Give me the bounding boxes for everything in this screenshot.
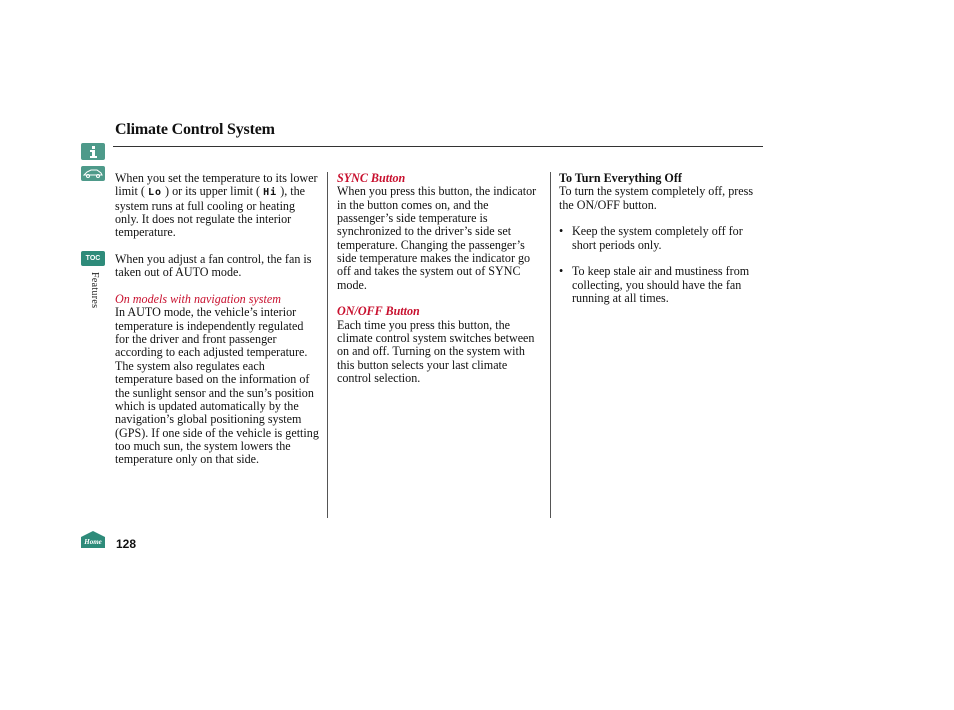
auto-mode-paragraph: In AUTO mode, the vehicle’s interior temperature is independently regulated for the driver and front passenger according to each adjusted temperature. The system also regulates each temperature based on the information of the sunlight sensor and the sun’s position which is updated automatically by the navigation’s global positioning system (GPS). If one side of the vehicle is getting too much sun, the system lowers the temperature only on that side. — [115, 305, 319, 467]
column-3 — [559, 172, 759, 305]
title-rule — [113, 146, 763, 147]
bullet-icon: • — [559, 224, 564, 239]
bullet-icon: • — [559, 264, 564, 279]
car-icon[interactable] — [81, 166, 105, 181]
home-icon — [80, 530, 106, 549]
page-title: Climate Control System — [115, 121, 275, 138]
list-item-text: To keep stale air and mustiness from collecting, you should have the fan running at all times. — [572, 264, 750, 306]
turn-off-heading: To Turn Everything Off — [559, 171, 682, 185]
page-number: 128 — [116, 537, 137, 551]
section-label: Features — [89, 272, 100, 309]
list-item — [559, 225, 759, 252]
sync-paragraph: When you press this button, the indicator in the button comes on, and the passenger’s side temperature is synchronized to the driver’s side set temperature. Changing the passenger’s side temperature makes the indicator go off and takes the system out of SYNC mode. — [337, 184, 537, 292]
onoff-heading: ON/OFF Button — [337, 304, 420, 319]
onoff-paragraph: Each time you press this button, the climate control system switches between on and off. Turning on the system with this button selects your last climate control selection. — [337, 317, 535, 386]
text-segment: ), the system runs at full cooling or heating only. It does not regulate the interior temperature. — [115, 184, 306, 240]
toc-label: TOC — [85, 255, 101, 262]
text-segment: When you set the temperature to its lower limit ( — [115, 171, 318, 199]
fan-control-paragraph: When you adjust a fan control, the fan is taken out of AUTO mode. — [115, 252, 312, 280]
sync-heading: SYNC Button — [337, 171, 406, 185]
hi-display-glyph: Hi — [263, 187, 278, 199]
home-button[interactable] — [80, 530, 106, 549]
temp-limit-paragraph — [115, 172, 320, 240]
home-label: Home — [84, 538, 102, 546]
list-item-text: Keep the system completely off for short periods only. — [572, 224, 743, 252]
navigation-heading: On models with navigation system — [115, 292, 281, 307]
info-icon[interactable] — [81, 143, 105, 160]
toc-button[interactable] — [81, 251, 105, 266]
turn-off-paragraph: To turn the system completely off, press the ON/OFF button. — [559, 184, 754, 212]
list-item — [559, 265, 759, 305]
column-1 — [115, 172, 320, 467]
column-divider-2 — [550, 172, 551, 518]
column-divider-1 — [327, 172, 328, 518]
text-segment: ) or its upper limit ( — [165, 184, 261, 199]
lo-display-glyph: Lo — [147, 187, 162, 199]
column-2 — [337, 172, 543, 386]
